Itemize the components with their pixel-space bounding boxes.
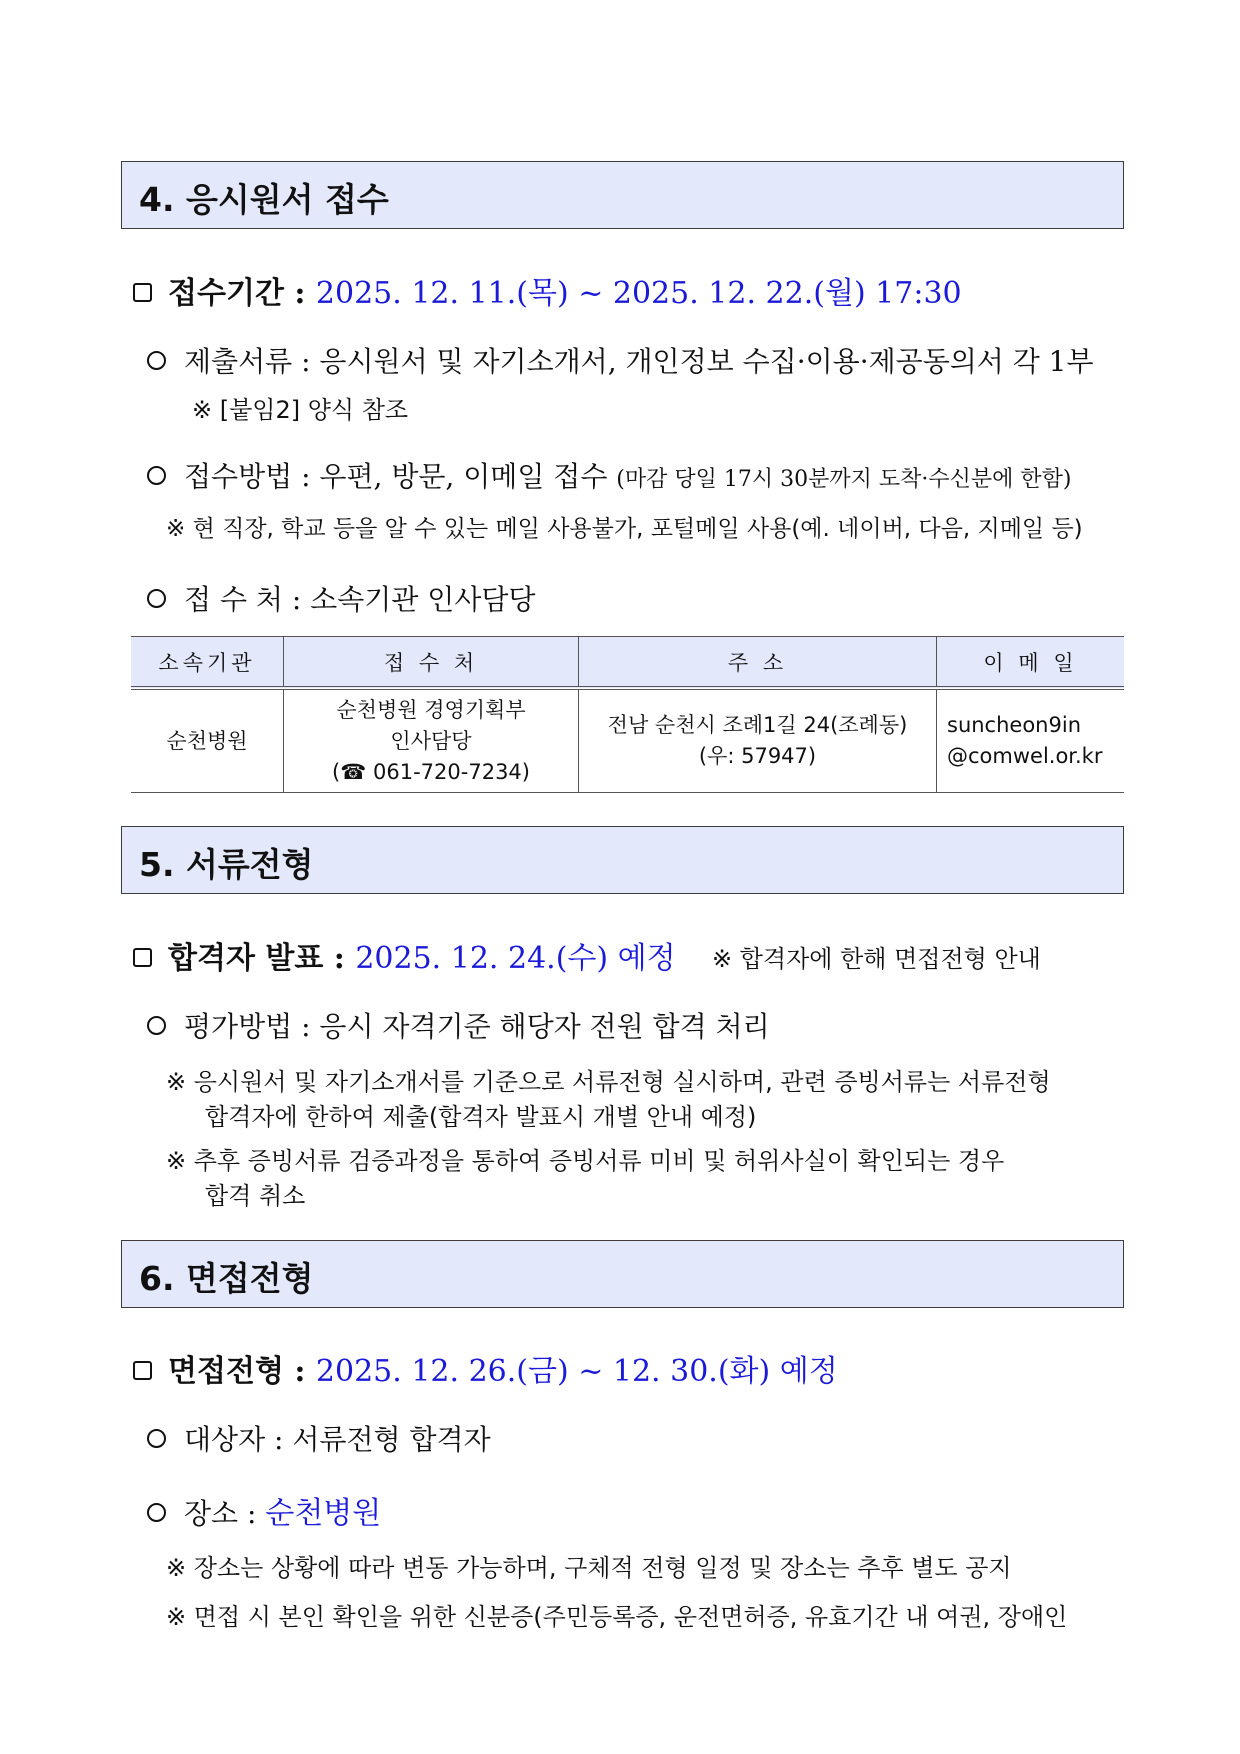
section-4-title: 4. 응시원서 접수	[139, 180, 389, 219]
circle-bullet-icon	[147, 466, 166, 485]
section-5-header	[121, 826, 1124, 894]
method-sub: (마감 당일 17시 30분까지 도착·수신분에 한함)	[616, 467, 1072, 492]
venue-value: 순천병원	[265, 1496, 382, 1531]
circle-bullet-icon	[147, 1016, 166, 1035]
interview-value: 2025. 12. 26.(금) ~ 12. 30.(화) 예정	[315, 1354, 838, 1389]
cell-email[interactable]	[937, 688, 1125, 793]
section-5-title: 5. 서류전형	[139, 845, 314, 884]
announce-line	[133, 933, 676, 977]
sec5-note-1a: ※ 응시원서 및 자기소개서를 기준으로 서류전형 실시하며, 관련 증빙서류는 서류전형	[166, 1068, 1051, 1096]
email-line-2: @comwel.or.kr	[947, 744, 1103, 768]
cell-address	[579, 688, 937, 793]
announce-note: ※ 합격자에 한해 면접전형 안내	[712, 945, 1041, 973]
address-line-1: 전남 순천시 조례1길 24(조례동)	[607, 713, 908, 737]
address-postcode: (우: 57947)	[698, 744, 817, 768]
section-4-header	[121, 161, 1124, 229]
method-note: ※ 현 직장, 학교 등을 알 수 있는 메일 사용불가, 포털메일 사용(예. 네이버, 다음, 지메일 등)	[166, 516, 1083, 542]
announce-value: 2025. 12. 24.(수) 예정	[355, 941, 676, 976]
circle-bullet-icon	[147, 351, 166, 370]
eval-line	[147, 1005, 770, 1045]
cell-dept	[284, 688, 579, 793]
header-org: 소속기관	[131, 637, 284, 689]
email-line-1: suncheon9in	[947, 713, 1081, 737]
docs-note: ※ [붙임2] 양식 참조	[192, 396, 409, 424]
sec6-note-2: ※ 면접 시 본인 확인을 위한 신분증(주민등록증, 운전면허증, 유효기간 내 여권, 장애인	[166, 1603, 1068, 1631]
dept-line-2: 인사담당	[390, 728, 472, 753]
section-6-header	[121, 1240, 1124, 1308]
place-text: 접 수 처 : 소속기관 인사담당	[184, 583, 536, 616]
table-row	[131, 688, 1124, 793]
header-email: 이 메 일	[937, 637, 1125, 689]
square-bullet-icon	[133, 283, 152, 302]
square-bullet-icon	[133, 948, 152, 967]
docs-text: 제출서류 : 응시원서 및 자기소개서, 개인정보 수집·이용·제공동의서 각 1부	[184, 345, 1094, 378]
docs-line	[147, 340, 1094, 380]
method-line	[147, 455, 1071, 495]
circle-bullet-icon	[147, 1503, 166, 1522]
cell-org: 순천병원	[131, 688, 284, 793]
sec6-note-1: ※ 장소는 상황에 따라 변동 가능하며, 구체적 전형 일정 및 장소는 추후 별도 공지	[166, 1554, 1012, 1582]
square-bullet-icon	[133, 1361, 152, 1380]
sec5-note-2b: 합격 취소	[205, 1182, 306, 1210]
header-dept: 접 수 처	[284, 637, 579, 689]
target-line	[147, 1418, 491, 1458]
section-6-title: 6. 면접전형	[139, 1259, 314, 1298]
eval-text: 평가방법 : 응시 자격기준 해당자 전원 합격 처리	[184, 1010, 770, 1043]
header-address: 주 소	[579, 637, 937, 689]
sec5-note-1b: 합격자에 한하여 제출(합격자 발표시 개별 안내 예정)	[205, 1103, 757, 1131]
venue-label: 장소 :	[184, 1497, 257, 1530]
venue-line	[147, 1488, 381, 1532]
interview-label: 면접전형 :	[168, 1354, 306, 1389]
target-text: 대상자 : 서류전형 합격자	[184, 1423, 491, 1456]
circle-bullet-icon	[147, 589, 166, 608]
sec5-note-2a: ※ 추후 증빙서류 검증과정을 통하여 증빙서류 미비 및 허위사실이 확인되는 경우	[166, 1147, 1005, 1175]
table-header-row	[131, 637, 1124, 689]
period-line	[133, 268, 962, 312]
place-line	[147, 578, 535, 618]
period-label: 접수기간 :	[168, 276, 306, 311]
interview-line	[133, 1346, 838, 1390]
dept-phone: (☎ 061-720-7234)	[332, 759, 530, 784]
dept-line-1: 순천병원 경영기획부	[336, 697, 526, 722]
contact-table	[131, 636, 1124, 793]
announce-label: 합격자 발표 :	[168, 941, 345, 976]
circle-bullet-icon	[147, 1429, 166, 1448]
period-value: 2025. 12. 11.(목) ~ 2025. 12. 22.(월) 17:30	[315, 276, 962, 311]
method-text: 접수방법 : 우편, 방문, 이메일 접수	[184, 460, 608, 493]
